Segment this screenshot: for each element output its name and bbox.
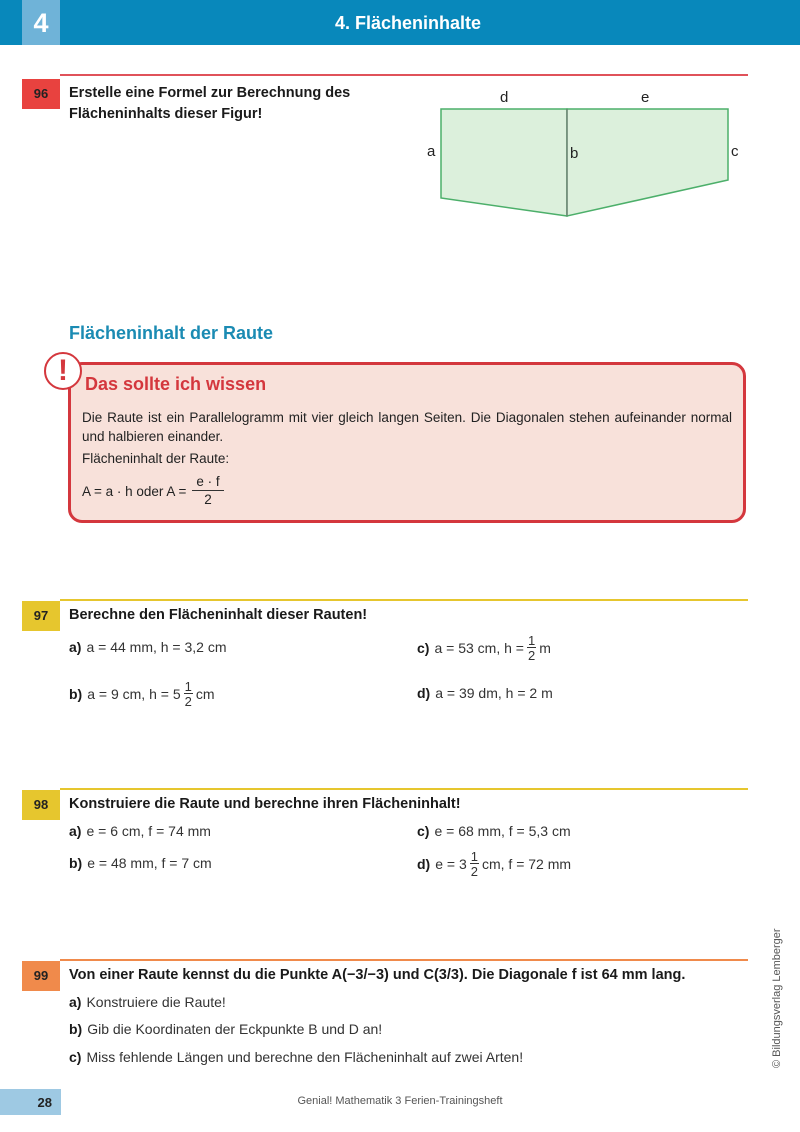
exercise-97-item-c [417, 634, 551, 662]
item-label: a) [69, 823, 82, 839]
item-label: b) [69, 1021, 83, 1037]
chapter-header [0, 0, 800, 45]
exercise-99-item-b [69, 1021, 382, 1037]
item-label: d) [417, 856, 431, 872]
item-text: a = 9 cm, h = 5 [87, 686, 181, 702]
fraction-denominator: 2 [527, 648, 536, 663]
item-text: a = 44 mm, h = 3,2 cm [86, 639, 227, 655]
item-label: d) [417, 685, 431, 701]
exercise-99-badge: 99 [22, 961, 60, 991]
exclamation-icon: ! [44, 352, 82, 390]
item-label: a) [69, 994, 82, 1010]
exercise-98-item-b [69, 855, 212, 871]
exercise-98-rule [60, 788, 748, 790]
chapter-title: 4. Flächeninhalte [334, 13, 482, 33]
fraction-numerator: 1 [527, 633, 536, 648]
formula-numerator: e · f [192, 474, 223, 491]
exercise-97-item-a [69, 639, 227, 655]
figure-label-e: e [641, 89, 650, 106]
fraction-numerator: 1 [470, 849, 478, 864]
item-label: c) [69, 1049, 82, 1065]
exercise-96-badge: 96 [22, 79, 60, 109]
trapezoid-figure-icon [420, 82, 760, 232]
exercise-96-rule [60, 74, 748, 76]
exercise-97-badge: 97 [22, 601, 60, 631]
fraction-denominator: 2 [184, 694, 192, 709]
info-title: Das sollte ich wissen [85, 374, 267, 394]
fraction-numerator: 1 [184, 679, 192, 694]
item-label: c) [417, 640, 430, 656]
exercise-97-title: Berechne den Flächeninhalt dieser Rauten! [69, 607, 368, 623]
exercise-98-badge: 98 [22, 790, 60, 820]
item-text: Konstruiere die Raute! [86, 994, 226, 1010]
exercise-98-item-c [417, 823, 571, 839]
formula-denominator: 2 [204, 492, 212, 507]
item-text-unit: cm, f = 72 mm [481, 856, 572, 872]
fraction-denominator: 2 [470, 864, 478, 879]
item-fraction [184, 680, 193, 708]
item-text: e = 3 [435, 856, 467, 872]
figure-label-b: b [570, 145, 579, 162]
area-formula [82, 474, 227, 508]
info-subheading: Flächeninhalt der Raute: [82, 451, 230, 466]
composite-figure [420, 82, 760, 232]
item-label: a) [69, 639, 82, 655]
exercise-97-item-b [69, 680, 215, 708]
item-text: e = 6 cm, f = 74 mm [86, 823, 211, 839]
exercise-99-item-a [69, 994, 226, 1010]
footer-book-title: Genial! Mathematik 3 Ferien-Trainingsheft [297, 1095, 503, 1107]
item-text: Miss fehlende Längen und berechne den Flächeninhalt auf zwei Arten! [86, 1049, 524, 1065]
exercise-98-item-d [417, 850, 571, 878]
item-text: e = 48 mm, f = 7 cm [87, 855, 212, 871]
item-label: b) [69, 686, 83, 702]
exercise-96-title [69, 83, 350, 125]
item-text: Gib die Koordinaten der Eckpunkte B und D an! [87, 1021, 383, 1037]
exercise-99-rule [60, 959, 748, 961]
item-fraction [527, 634, 536, 662]
exercise-99-title: Von einer Raute kennst du die Punkte A(−3/−3) und C(3/3). Die Diagonale f ist 64 mm lang. [69, 967, 686, 983]
figure-label-d: d [500, 89, 509, 106]
item-fraction [470, 850, 479, 878]
exercise-98-title: Konstruiere die Raute und berechne ihren Flächeninhalt! [69, 796, 461, 812]
formula-fraction [192, 474, 223, 508]
info-text: Die Raute ist ein Parallelogramm mit vier gleich langen Seiten. Die Diagonalen stehen aufeinander normal und halbieren einander. [82, 410, 732, 444]
exercise-97-item-d [417, 685, 553, 701]
figure-label-a: a [427, 143, 436, 160]
exercise-99-item-c [69, 1049, 523, 1065]
item-label: c) [417, 823, 430, 839]
exercise-97-rule [60, 599, 748, 601]
item-text: a = 39 dm, h = 2 m [435, 685, 553, 701]
page-number: 28 [0, 1089, 61, 1115]
exercise-98-item-a [69, 823, 211, 839]
figure-label-c: c [731, 143, 739, 160]
item-text-unit: m [539, 640, 551, 656]
exercise-96-title-line2: Flächeninhalts dieser Figur! [69, 106, 263, 122]
section-heading: Flächeninhalt der Raute [69, 323, 274, 343]
item-label: b) [69, 855, 83, 871]
formula-prefix: A = a · h oder A = [82, 483, 187, 499]
chapter-number-tab: 4 [22, 0, 60, 45]
copyright-notice: © Bildungsverlag Lemberger [771, 928, 783, 1068]
item-text-unit: cm [195, 686, 215, 702]
item-text: a = 53 cm, h = [434, 640, 524, 656]
item-text: e = 68 mm, f = 5,3 cm [434, 823, 571, 839]
exercise-96-title-line1: Erstelle eine Formel zur Berechnung des [69, 85, 351, 101]
